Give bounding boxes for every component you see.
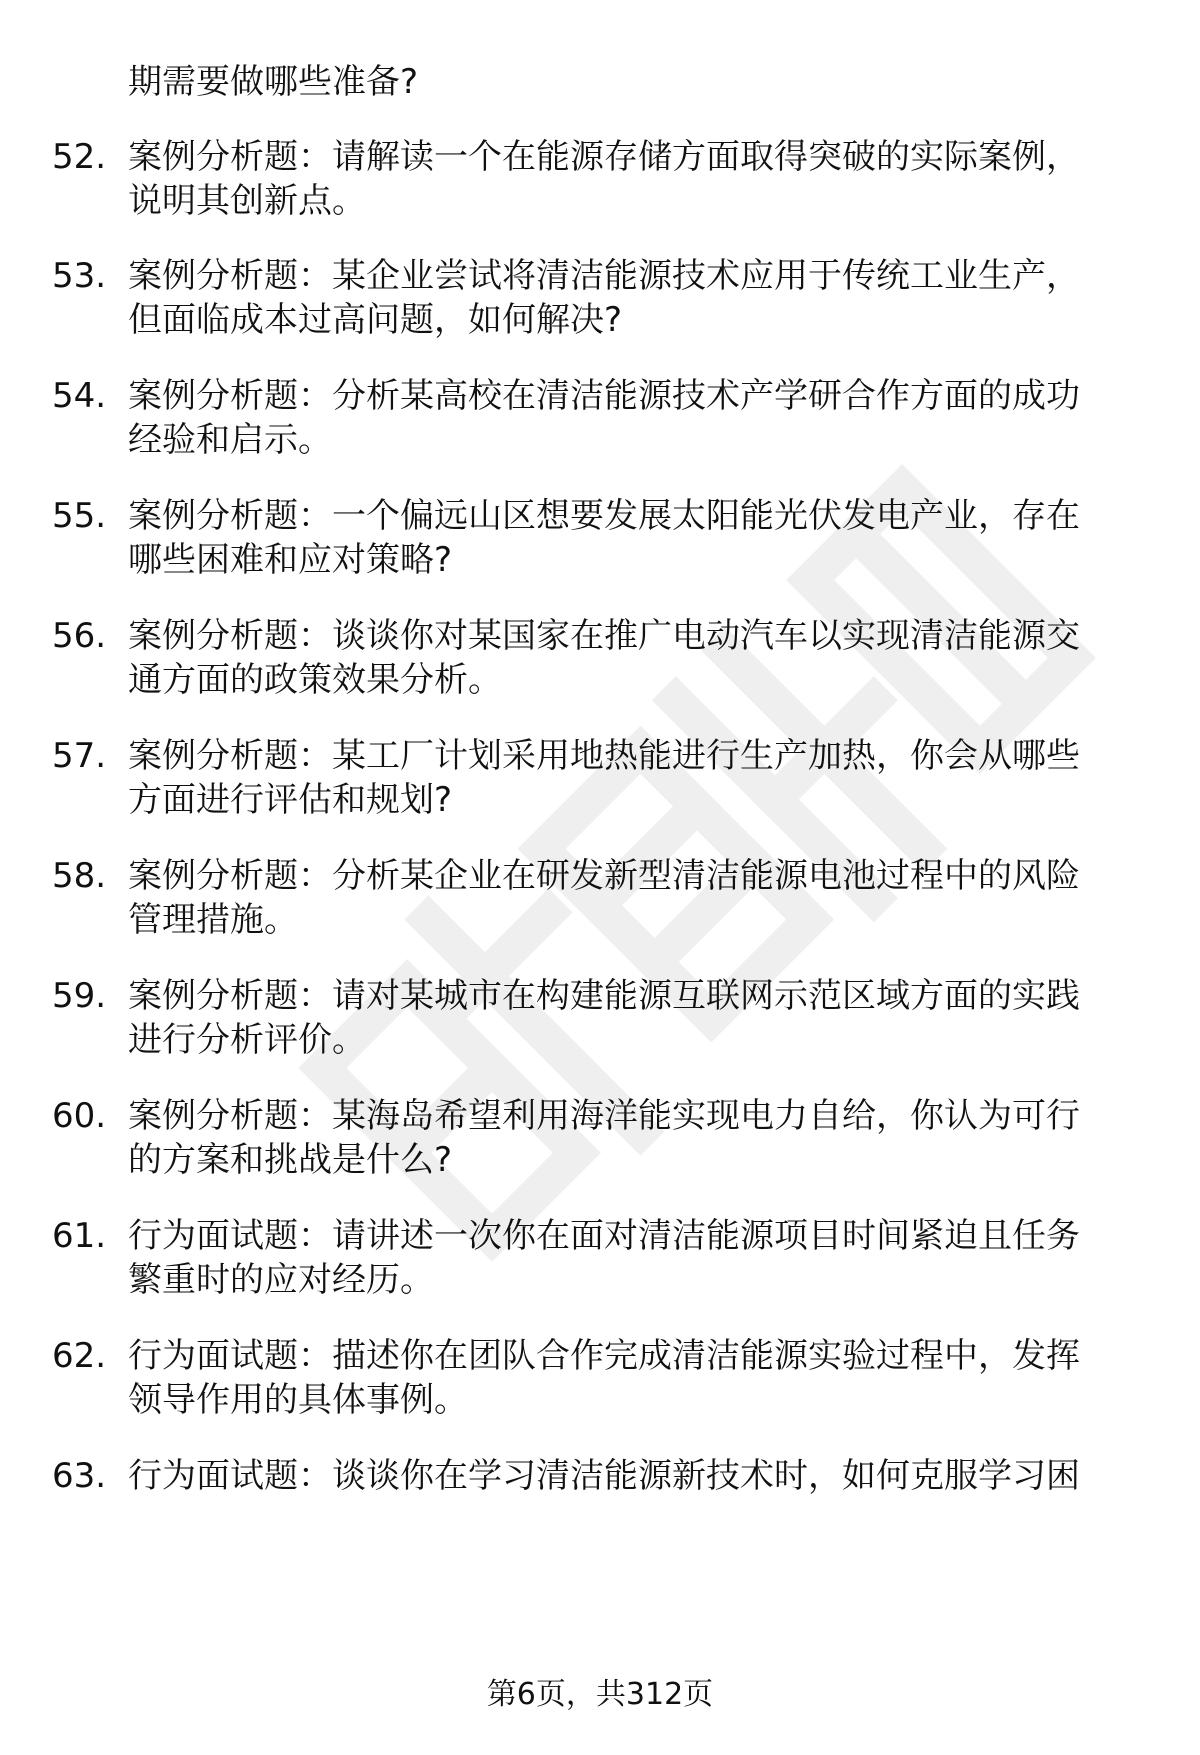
question-number: 57. <box>52 736 107 776</box>
question-line: 进行分析评价。 <box>128 1020 366 1060</box>
question-number: 62. <box>52 1336 107 1376</box>
question-line: 管理措施。 <box>128 900 298 940</box>
question-number: 61. <box>52 1216 107 1256</box>
question-line: 说明其创新点。 <box>128 181 366 221</box>
page-footer: 第6页，共312页 <box>486 1677 714 1712</box>
question-line: 案例分析题：某海岛希望利用海洋能实现电力自给，你认为可行 <box>128 1096 1080 1136</box>
question-line: 案例分析题：某企业尝试将清洁能源技术应用于传统工业生产， <box>128 256 1080 296</box>
question-line: 行为面试题：谈谈你在学习清洁能源新技术时，如何克服学习困 <box>128 1456 1080 1496</box>
question-text <box>128 374 1138 462</box>
question-line: 案例分析题：请对某城市在构建能源互联网示范区域方面的实践 <box>128 976 1080 1016</box>
question-line: 通方面的政策效果分析。 <box>128 660 502 700</box>
question-number: 59. <box>52 976 107 1016</box>
question-line: 案例分析题：分析某企业在研发新型清洁能源电池过程中的风险 <box>128 856 1080 896</box>
question-text <box>128 494 1138 582</box>
question-number: 52. <box>52 137 107 177</box>
question-text <box>128 1094 1138 1182</box>
question-number: 55. <box>52 496 107 536</box>
question-text <box>128 854 1138 942</box>
question-line: 但面临成本过高问题，如何解决? <box>128 300 623 340</box>
question-number: 63. <box>52 1456 107 1496</box>
question-text <box>128 254 1138 342</box>
continuation-text: 期需要做哪些准备? <box>128 62 419 102</box>
question-line: 领导作用的具体事例。 <box>128 1380 468 1420</box>
question-line: 案例分析题：分析某高校在清洁能源技术产学研合作方面的成功 <box>128 376 1080 416</box>
question-text <box>128 1334 1138 1422</box>
question-number: 56. <box>52 616 107 656</box>
question-number: 53. <box>52 256 107 296</box>
question-line: 繁重时的应对经历。 <box>128 1260 434 1300</box>
question-number: 58. <box>52 856 107 896</box>
question-line: 案例分析题：请解读一个在能源存储方面取得突破的实际案例， <box>128 137 1080 177</box>
question-line: 的方案和挑战是什么? <box>128 1140 453 1180</box>
question-line: 经验和启示。 <box>128 420 332 460</box>
question-text <box>128 135 1138 223</box>
question-text <box>128 1214 1138 1302</box>
question-line: 行为面试题：请讲述一次你在面对清洁能源项目时间紧迫且任务 <box>128 1216 1080 1256</box>
question-text <box>128 974 1138 1062</box>
question-text <box>128 734 1138 822</box>
question-text <box>128 1454 1138 1498</box>
question-line: 哪些困难和应对策略? <box>128 540 453 580</box>
question-line: 方面进行评估和规划? <box>128 780 453 820</box>
question-number: 54. <box>52 376 107 416</box>
question-line: 案例分析题：某工厂计划采用地热能进行生产加热，你会从哪些 <box>128 736 1080 776</box>
question-line: 行为面试题：描述你在团队合作完成清洁能源实验过程中，发挥 <box>128 1336 1080 1376</box>
question-line: 案例分析题：一个偏远山区想要发展太阳能光伏发电产业，存在 <box>128 496 1080 536</box>
question-number: 60. <box>52 1096 107 1136</box>
question-line: 案例分析题：谈谈你对某国家在推广电动汽车以实现清洁能源交 <box>128 616 1080 656</box>
question-text <box>128 614 1138 702</box>
